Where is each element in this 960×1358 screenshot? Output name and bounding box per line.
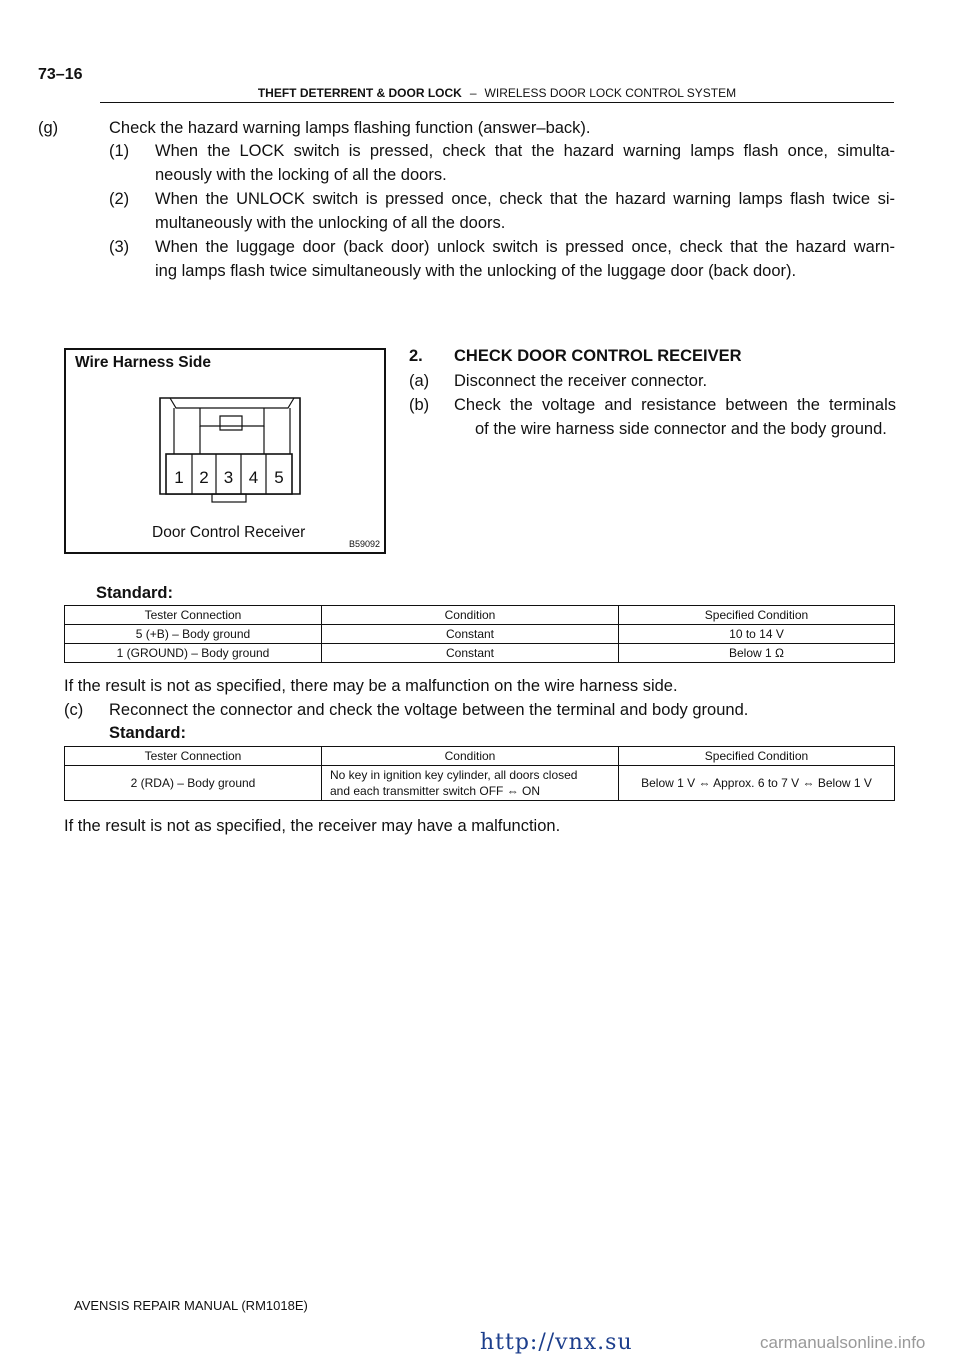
step-g-item-line: ing lamps flash twice simultaneously with the unlocking of the luggage door (back door). xyxy=(155,262,797,280)
table-cell: Constant xyxy=(322,644,619,663)
watermark-site: carmanualsonline.info xyxy=(760,1333,926,1352)
spec-table-2 xyxy=(64,746,895,801)
header-separator: – xyxy=(469,86,477,100)
figure-code: B59092 xyxy=(348,539,380,549)
step2-number: 2. xyxy=(409,347,423,365)
step-g-item-line: When the LOCK switch is pressed, check that the hazard warning lamps flash once, simulta- xyxy=(155,142,895,160)
connector-bottom-key xyxy=(212,494,246,502)
note-receiver: If the result is not as specified, the receiver may have a malfunction. xyxy=(64,817,561,835)
table-cell: 1 (GROUND) – Body ground xyxy=(65,644,322,663)
step-g-item-line: multaneously with the unlocking of all the doors. xyxy=(155,214,506,232)
watermark-link[interactable]: http://vnx.su xyxy=(480,1330,633,1355)
pin-number: 1 xyxy=(174,468,184,487)
table-cell: Constant xyxy=(322,625,619,644)
header-subsection: WIRELESS DOOR LOCK CONTROL SYSTEM xyxy=(484,86,737,100)
step-g-item-label: (2) xyxy=(109,190,130,208)
condition-line: and each transmitter switch OFF ⇔ ON xyxy=(330,784,541,798)
table-header-row xyxy=(65,606,895,625)
step-g-item-line: neously with the locking of all the doors. xyxy=(155,166,447,184)
step-g-text: Check the hazard warning lamps flashing function (answer–back). xyxy=(109,119,591,137)
running-header xyxy=(100,86,894,103)
table-row xyxy=(65,625,895,644)
spec-table-1 xyxy=(64,605,895,663)
step2-b-line: Check the voltage and resistance between the terminals xyxy=(454,396,896,414)
figure-title: Wire Harness Side xyxy=(75,354,211,371)
step2-b-line: of the wire harness side connector and the body ground. xyxy=(475,420,887,438)
table-cell: 2 (RDA) – Body ground xyxy=(65,766,322,801)
step2-a-label: (a) xyxy=(409,372,430,390)
table-header-cell: Specified Condition xyxy=(619,747,895,766)
table-header-cell: Condition xyxy=(322,606,619,625)
pin-number: 4 xyxy=(248,468,259,487)
table-cell: Below 1 Ω xyxy=(619,644,895,663)
table-header-cell: Specified Condition xyxy=(619,606,895,625)
pin-number: 2 xyxy=(199,468,209,487)
step-c-text: Reconnect the connector and check the voltage between the terminal and body ground. xyxy=(109,701,749,719)
step-g-item-line: When the UNLOCK switch is pressed once, check that the hazard warning lamps flash twice si- xyxy=(155,190,895,208)
table-header-row xyxy=(65,747,895,766)
table-header-cell: Tester Connection xyxy=(65,747,322,766)
header-section: THEFT DETERRENT & DOOR LOCK xyxy=(257,86,462,100)
table-cell: 5 (+B) – Body ground xyxy=(65,625,322,644)
step-c-label: (c) xyxy=(64,701,84,719)
standard-label: Standard: xyxy=(96,584,174,602)
step2-a-text: Disconnect the receiver connector. xyxy=(454,372,708,390)
connector-latch xyxy=(200,408,264,426)
connector-figure xyxy=(64,348,386,554)
page-number: 73–16 xyxy=(38,66,83,83)
step-g-item-label: (3) xyxy=(109,238,130,256)
table-row xyxy=(65,644,895,663)
table-cell: 10 to 14 V xyxy=(619,625,895,644)
table-header-cell: Tester Connection xyxy=(65,606,322,625)
standard-label: Standard: xyxy=(109,724,187,742)
figure-caption: Door Control Receiver xyxy=(152,524,306,541)
pin-number: 3 xyxy=(223,468,234,487)
connector-latch-tab xyxy=(220,416,242,430)
table-row xyxy=(65,766,895,801)
connector-drawing xyxy=(66,350,384,552)
step-g-label: (g) xyxy=(38,119,59,137)
condition-line: No key in ignition key cylinder, all doors closed xyxy=(330,768,578,782)
step-g-item-label: (1) xyxy=(109,142,130,160)
table-header-cell: Condition xyxy=(322,747,619,766)
pin-numbers xyxy=(166,468,292,488)
step-g-item-line: When the luggage door (back door) unlock switch is pressed once, check that the hazard warn- xyxy=(155,238,895,256)
connector-top-edge xyxy=(170,398,294,408)
step2-b-label: (b) xyxy=(409,396,430,414)
note-harness: If the result is not as specified, there may be a malfunction on the wire harness side. xyxy=(64,677,678,695)
table-cell: Below 1 V ⇔ Approx. 6 to 7 V ⇔ Below 1 V xyxy=(619,766,895,801)
table-cell-condition xyxy=(322,766,619,801)
footer-manual-id: AVENSIS REPAIR MANUAL (RM1018E) xyxy=(74,1298,308,1313)
step2-title: CHECK DOOR CONTROL RECEIVER xyxy=(454,347,742,365)
pin-number: 5 xyxy=(274,468,284,487)
